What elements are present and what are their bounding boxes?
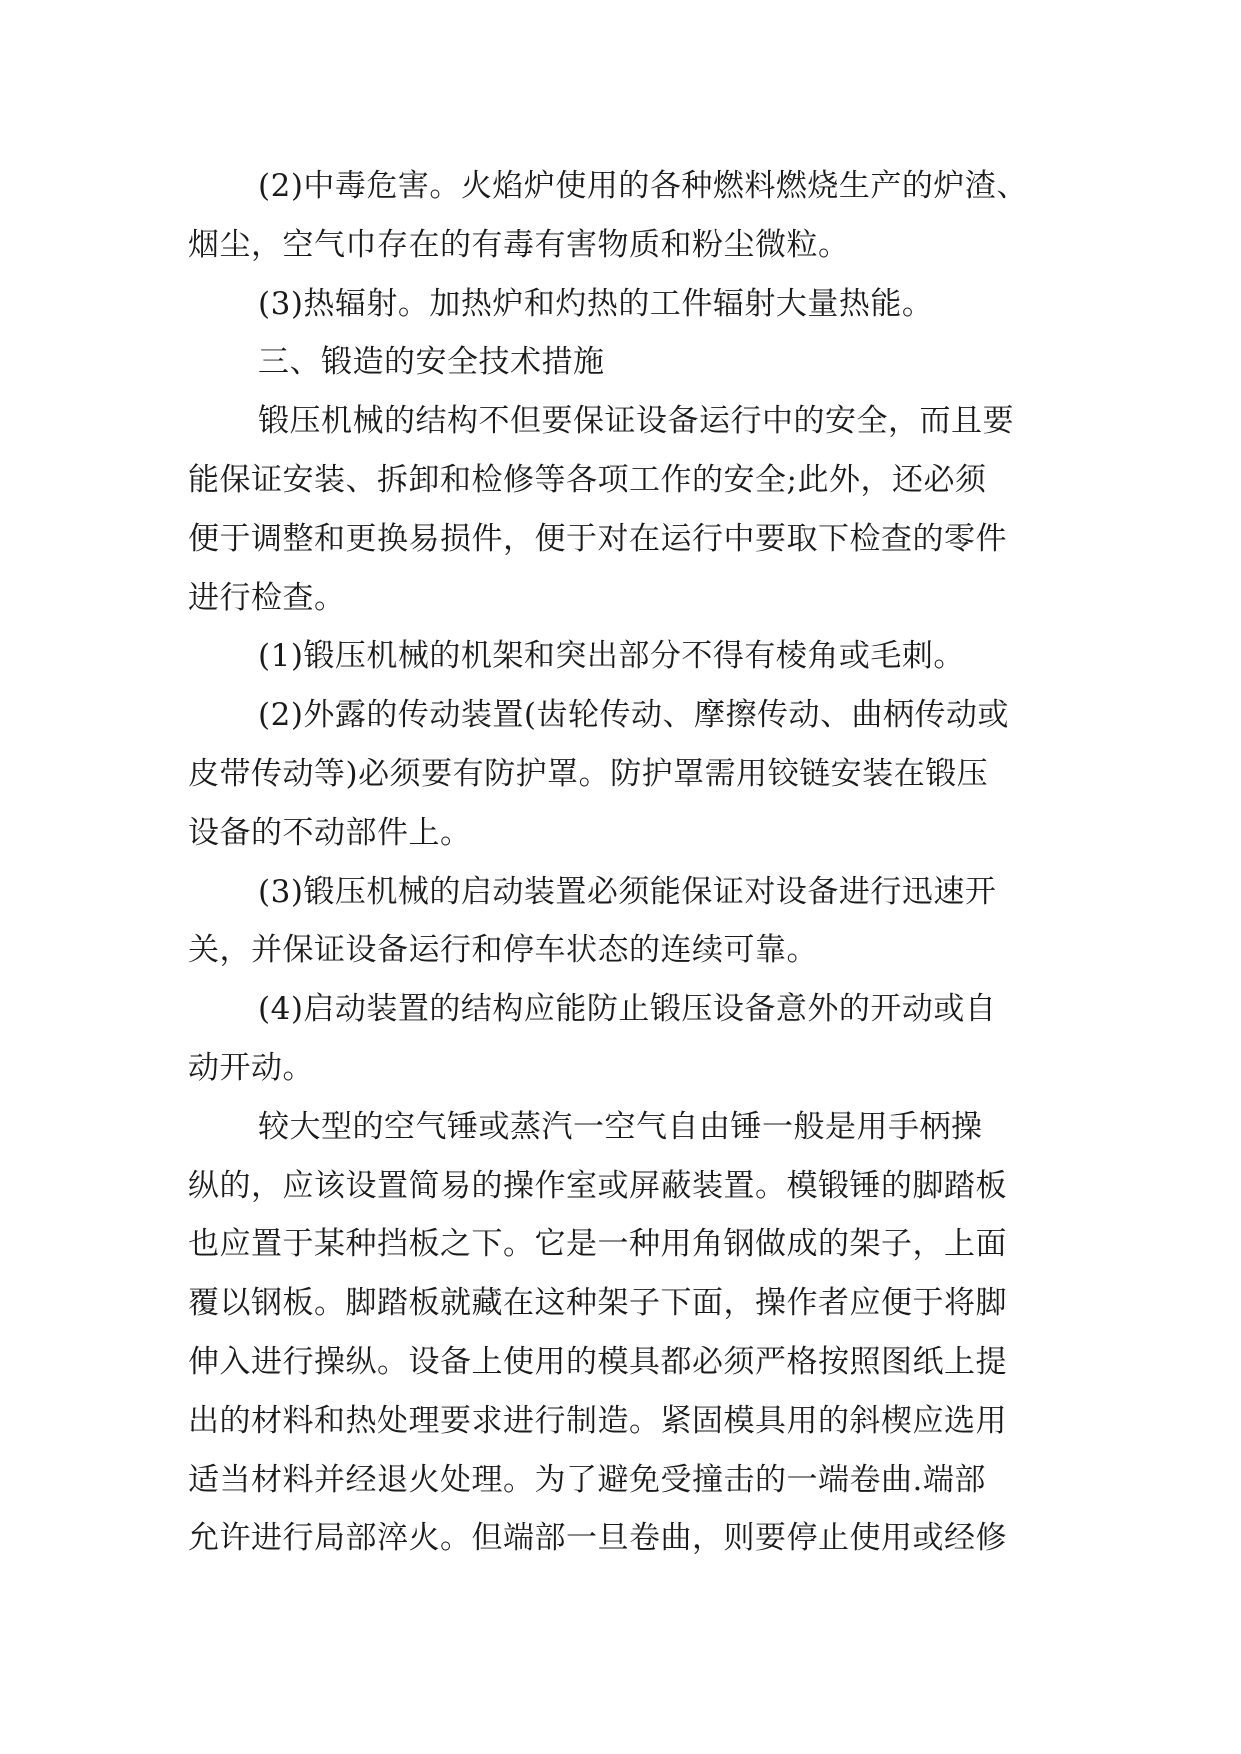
text-line: 能保证安装、拆卸和检修等各项工作的安全;此外，还必须 <box>188 461 987 498</box>
text-line: 也应置于某种挡板之下。它是一种用角钢做成的架子，上面 <box>188 1226 1007 1263</box>
text-line: 出的材料和热处理要求进行制造。紧固模具用的斜楔应选用 <box>188 1402 1007 1439</box>
text-line: (2)外露的传动装置(齿轮传动、摩擦传动、曲柄传动或 <box>258 697 1010 734</box>
text-line: 三、锻造的安全技术措施 <box>258 344 605 381</box>
text-line: (2)中毒危害。火焰炉使用的各种燃料燃烧生产的炉渣、 <box>258 168 1028 204</box>
text-line: (3)锻压机械的启动装置必须能保证对设备进行迅速开 <box>258 873 997 910</box>
body-text <box>188 157 1078 1568</box>
text-line: 设备的不动部件上。 <box>188 814 472 851</box>
text-line: 便于调整和更换易损件，便于对在运行中要取下检查的零件 <box>188 520 1007 557</box>
text-line: (3)热辐射。加热炉和灼热的工件辐射大量热能。 <box>258 285 934 322</box>
text-line: (4)启动装置的结构应能防止锻压设备意外的开动或自 <box>258 991 997 1028</box>
text-line: 进行检查。 <box>188 579 346 616</box>
text-line: 关，并保证设备运行和停车状态的连续可靠。 <box>188 932 818 969</box>
text-line: 覆以钢板。脚踏板就藏在这种架子下面，操作者应便于将脚 <box>188 1285 1007 1322</box>
text-line: 烟尘，空气巾存在的有毒有害物质和粉尘微粒。 <box>188 226 850 263</box>
text-line: 伸入进行操纵。设备上使用的模具都必须严格按照图纸上提 <box>188 1343 1007 1380</box>
text-line: 动开动。 <box>188 1049 314 1086</box>
text-line: (1)锻压机械的机架和突出部分不得有棱角或毛刺。 <box>258 638 965 675</box>
text-line: 适当材料并经退火处理。为了避免受撞击的一端卷曲.端部 <box>188 1461 986 1498</box>
text-line: 锻压机械的结构不但要保证设备运行中的安全，而且要 <box>258 403 1014 440</box>
text-line: 较大型的空气锤或蒸汽一空气自由锤一般是用手柄操 <box>258 1108 983 1145</box>
text-line: 纵的，应该设置简易的操作室或屏蔽装置。模锻锤的脚踏板 <box>188 1167 1007 1204</box>
text-line: 允许进行局部淬火。但端部一旦卷曲，则要停止使用或经修 <box>188 1520 1007 1557</box>
text-line: 皮带传动等)必须要有防护罩。防护罩需用铰链安装在锻压 <box>188 755 989 792</box>
